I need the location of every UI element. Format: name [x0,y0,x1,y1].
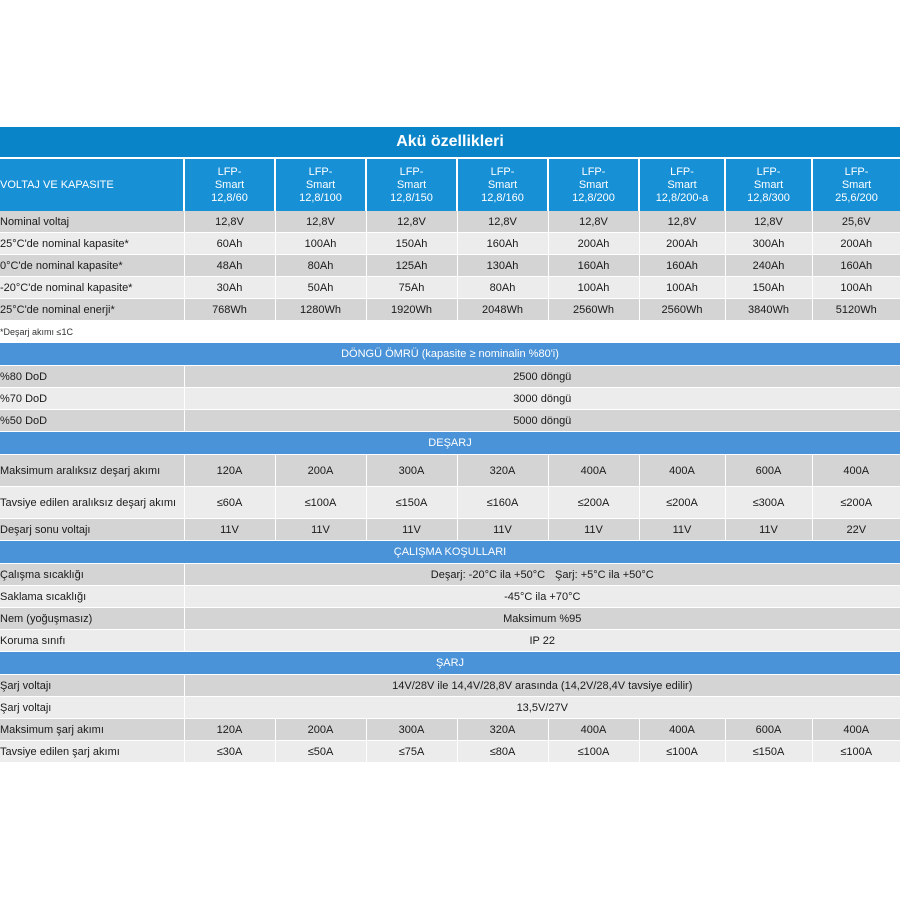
row-label: 25°C'de nominal enerji* [0,299,184,321]
table-row [0,675,900,697]
row-label: Şarj voltajı [0,697,184,719]
value-cell: 1920Wh [366,299,457,321]
header-model: LFP- Smart 12,8/300 [725,158,812,211]
value-cell: 400A [639,719,725,741]
row-label: Şarj voltajı [0,675,184,697]
row-label: Koruma sınıfı [0,630,184,652]
value-cell: 300A [366,455,457,487]
row-label: Nominal voltaj [0,211,184,233]
value-cell: 200Ah [548,233,639,255]
span-value-cell: 2500 döngü [184,366,900,388]
table-row [0,410,900,432]
value-cell: 130Ah [457,255,548,277]
value-cell: ≤100A [812,741,900,763]
value-cell: 11V [548,519,639,541]
value-cell: 11V [275,519,366,541]
value-cell: 50Ah [275,277,366,299]
value-cell: 75Ah [366,277,457,299]
value-cell: 160Ah [812,255,900,277]
battery-spec-table [0,127,900,763]
value-cell: 400A [812,455,900,487]
value-cell: 22V [812,519,900,541]
table-row [0,455,900,487]
row-label: 25°C'de nominal kapasite* [0,233,184,255]
value-cell: 150Ah [366,233,457,255]
value-cell: 400A [812,719,900,741]
value-cell: 400A [548,719,639,741]
footnote-row [0,321,900,344]
table-row [0,233,900,255]
table-row [0,299,900,321]
value-cell: 120A [184,719,275,741]
table-row [0,564,900,586]
value-cell: 100Ah [812,277,900,299]
value-cell: 2048Wh [457,299,548,321]
row-label: Çalışma sıcaklığı [0,564,184,586]
value-cell: ≤75A [366,741,457,763]
value-cell: ≤60A [184,487,275,519]
table-row [0,519,900,541]
value-cell: 12,8V [184,211,275,233]
header-row [0,158,900,211]
value-cell: 400A [639,455,725,487]
section-operating: ÇALIŞMA KOŞULLARI [0,541,900,564]
section-header [0,652,900,675]
value-cell: 25,6V [812,211,900,233]
header-model: LFP- Smart 12,8/200-a [639,158,725,211]
value-cell: 5120Wh [812,299,900,321]
span-value-cell: 5000 döngü [184,410,900,432]
value-cell: ≤200A [548,487,639,519]
value-cell: 240Ah [725,255,812,277]
value-cell: 80Ah [275,255,366,277]
value-cell: 11V [184,519,275,541]
value-cell: 600A [725,719,812,741]
value-cell: 11V [366,519,457,541]
table-row [0,487,900,519]
value-cell: 100Ah [548,277,639,299]
value-cell: ≤80A [457,741,548,763]
row-label: Maksimum şarj akımı [0,719,184,741]
row-label: %70 DoD [0,388,184,410]
value-cell: 125Ah [366,255,457,277]
value-cell: ≤300A [725,487,812,519]
value-cell: 300A [366,719,457,741]
table-row [0,741,900,763]
value-cell: 120A [184,455,275,487]
section-discharge: DEŞARJ [0,432,900,455]
value-cell: 100Ah [639,277,725,299]
row-label: %50 DoD [0,410,184,432]
section-charge: ŞARJ [0,652,900,675]
value-cell: 48Ah [184,255,275,277]
row-label: %80 DoD [0,366,184,388]
value-cell: ≤200A [812,487,900,519]
row-label: Nem (yoğuşmasız) [0,608,184,630]
row-label: Maksimum aralıksız deşarj akımı [0,455,184,487]
value-cell: 320A [457,719,548,741]
header-model: LFP- Smart 12,8/100 [275,158,366,211]
section-cycle-life: DÖNGÜ ÖMRÜ (kapasite ≥ nominalin %80'i) [0,343,900,366]
span-value-cell: 3000 döngü [184,388,900,410]
value-cell: 1280Wh [275,299,366,321]
header-model: LFP- Smart 12,8/200 [548,158,639,211]
header-model: LFP- Smart 25,6/200 [812,158,900,211]
value-cell: 60Ah [184,233,275,255]
header-model: LFP- Smart 12,8/160 [457,158,548,211]
value-cell: 768Wh [184,299,275,321]
value-cell: ≤150A [725,741,812,763]
row-label: Deşarj sonu voltajı [0,519,184,541]
value-cell: 160Ah [548,255,639,277]
span-value-cell: 14V/28V ile 14,4V/28,8V arasında (14,2V/28,4V tavsiye edilir) [184,675,900,697]
span-value-cell: IP 22 [184,630,900,652]
row-label: Saklama sıcaklığı [0,586,184,608]
value-cell: 12,8V [366,211,457,233]
value-cell: 11V [725,519,812,541]
table-row [0,255,900,277]
table-row [0,388,900,410]
value-cell: 400A [548,455,639,487]
value-cell: ≤100A [548,741,639,763]
table-row [0,719,900,741]
value-cell: 150Ah [725,277,812,299]
value-cell: 80Ah [457,277,548,299]
span-value-cell: Maksimum %95 [184,608,900,630]
value-cell: 2560Wh [639,299,725,321]
row-label: Tavsiye edilen şarj akımı [0,741,184,763]
span-value-cell: -45°C ila +70°C [184,586,900,608]
value-cell: 160Ah [639,255,725,277]
discharge-temp: Deşarj: -20°C ila +50°C [430,568,546,581]
table-row [0,697,900,719]
table-row [0,277,900,299]
value-cell: 320A [457,455,548,487]
value-cell: ≤150A [366,487,457,519]
value-cell: 200Ah [812,233,900,255]
header-voltage-capacity: VOLTAJ VE KAPASITE [0,158,184,211]
value-cell: 160Ah [457,233,548,255]
value-cell: ≤50A [275,741,366,763]
table-row [0,366,900,388]
value-cell: 12,8V [725,211,812,233]
section-header [0,343,900,366]
table-title: Akü özellikleri [0,127,900,158]
row-label: 0°C'de nominal kapasite* [0,255,184,277]
table-row [0,211,900,233]
operating-temp-cell [184,564,900,586]
value-cell: 300Ah [725,233,812,255]
value-cell: 2560Wh [548,299,639,321]
value-cell: 200A [275,719,366,741]
value-cell: 12,8V [457,211,548,233]
charge-temp: Şarj: +5°C ila +50°C [555,568,654,581]
span-value-cell: 13,5V/27V [184,697,900,719]
row-label: Tavsiye edilen aralıksız deşarj akımı [0,487,184,519]
value-cell: ≤100A [639,741,725,763]
value-cell: 3840Wh [725,299,812,321]
value-cell: 12,8V [548,211,639,233]
header-model: LFP- Smart 12,8/150 [366,158,457,211]
table-row [0,630,900,652]
value-cell: 100Ah [275,233,366,255]
section-header [0,432,900,455]
header-model: LFP- Smart 12,8/60 [184,158,275,211]
value-cell: 12,8V [275,211,366,233]
value-cell: ≤100A [275,487,366,519]
table-row [0,608,900,630]
value-cell: 200A [275,455,366,487]
value-cell: ≤200A [639,487,725,519]
title-row [0,127,900,158]
value-cell: 200Ah [639,233,725,255]
value-cell: 11V [457,519,548,541]
table-row [0,586,900,608]
value-cell: 12,8V [639,211,725,233]
footnote: *Deşarj akımı ≤1C [0,321,900,344]
value-cell: 30Ah [184,277,275,299]
value-cell: ≤30A [184,741,275,763]
row-label: -20°C'de nominal kapasite* [0,277,184,299]
section-header [0,541,900,564]
value-cell: ≤160A [457,487,548,519]
value-cell: 600A [725,455,812,487]
value-cell: 11V [639,519,725,541]
